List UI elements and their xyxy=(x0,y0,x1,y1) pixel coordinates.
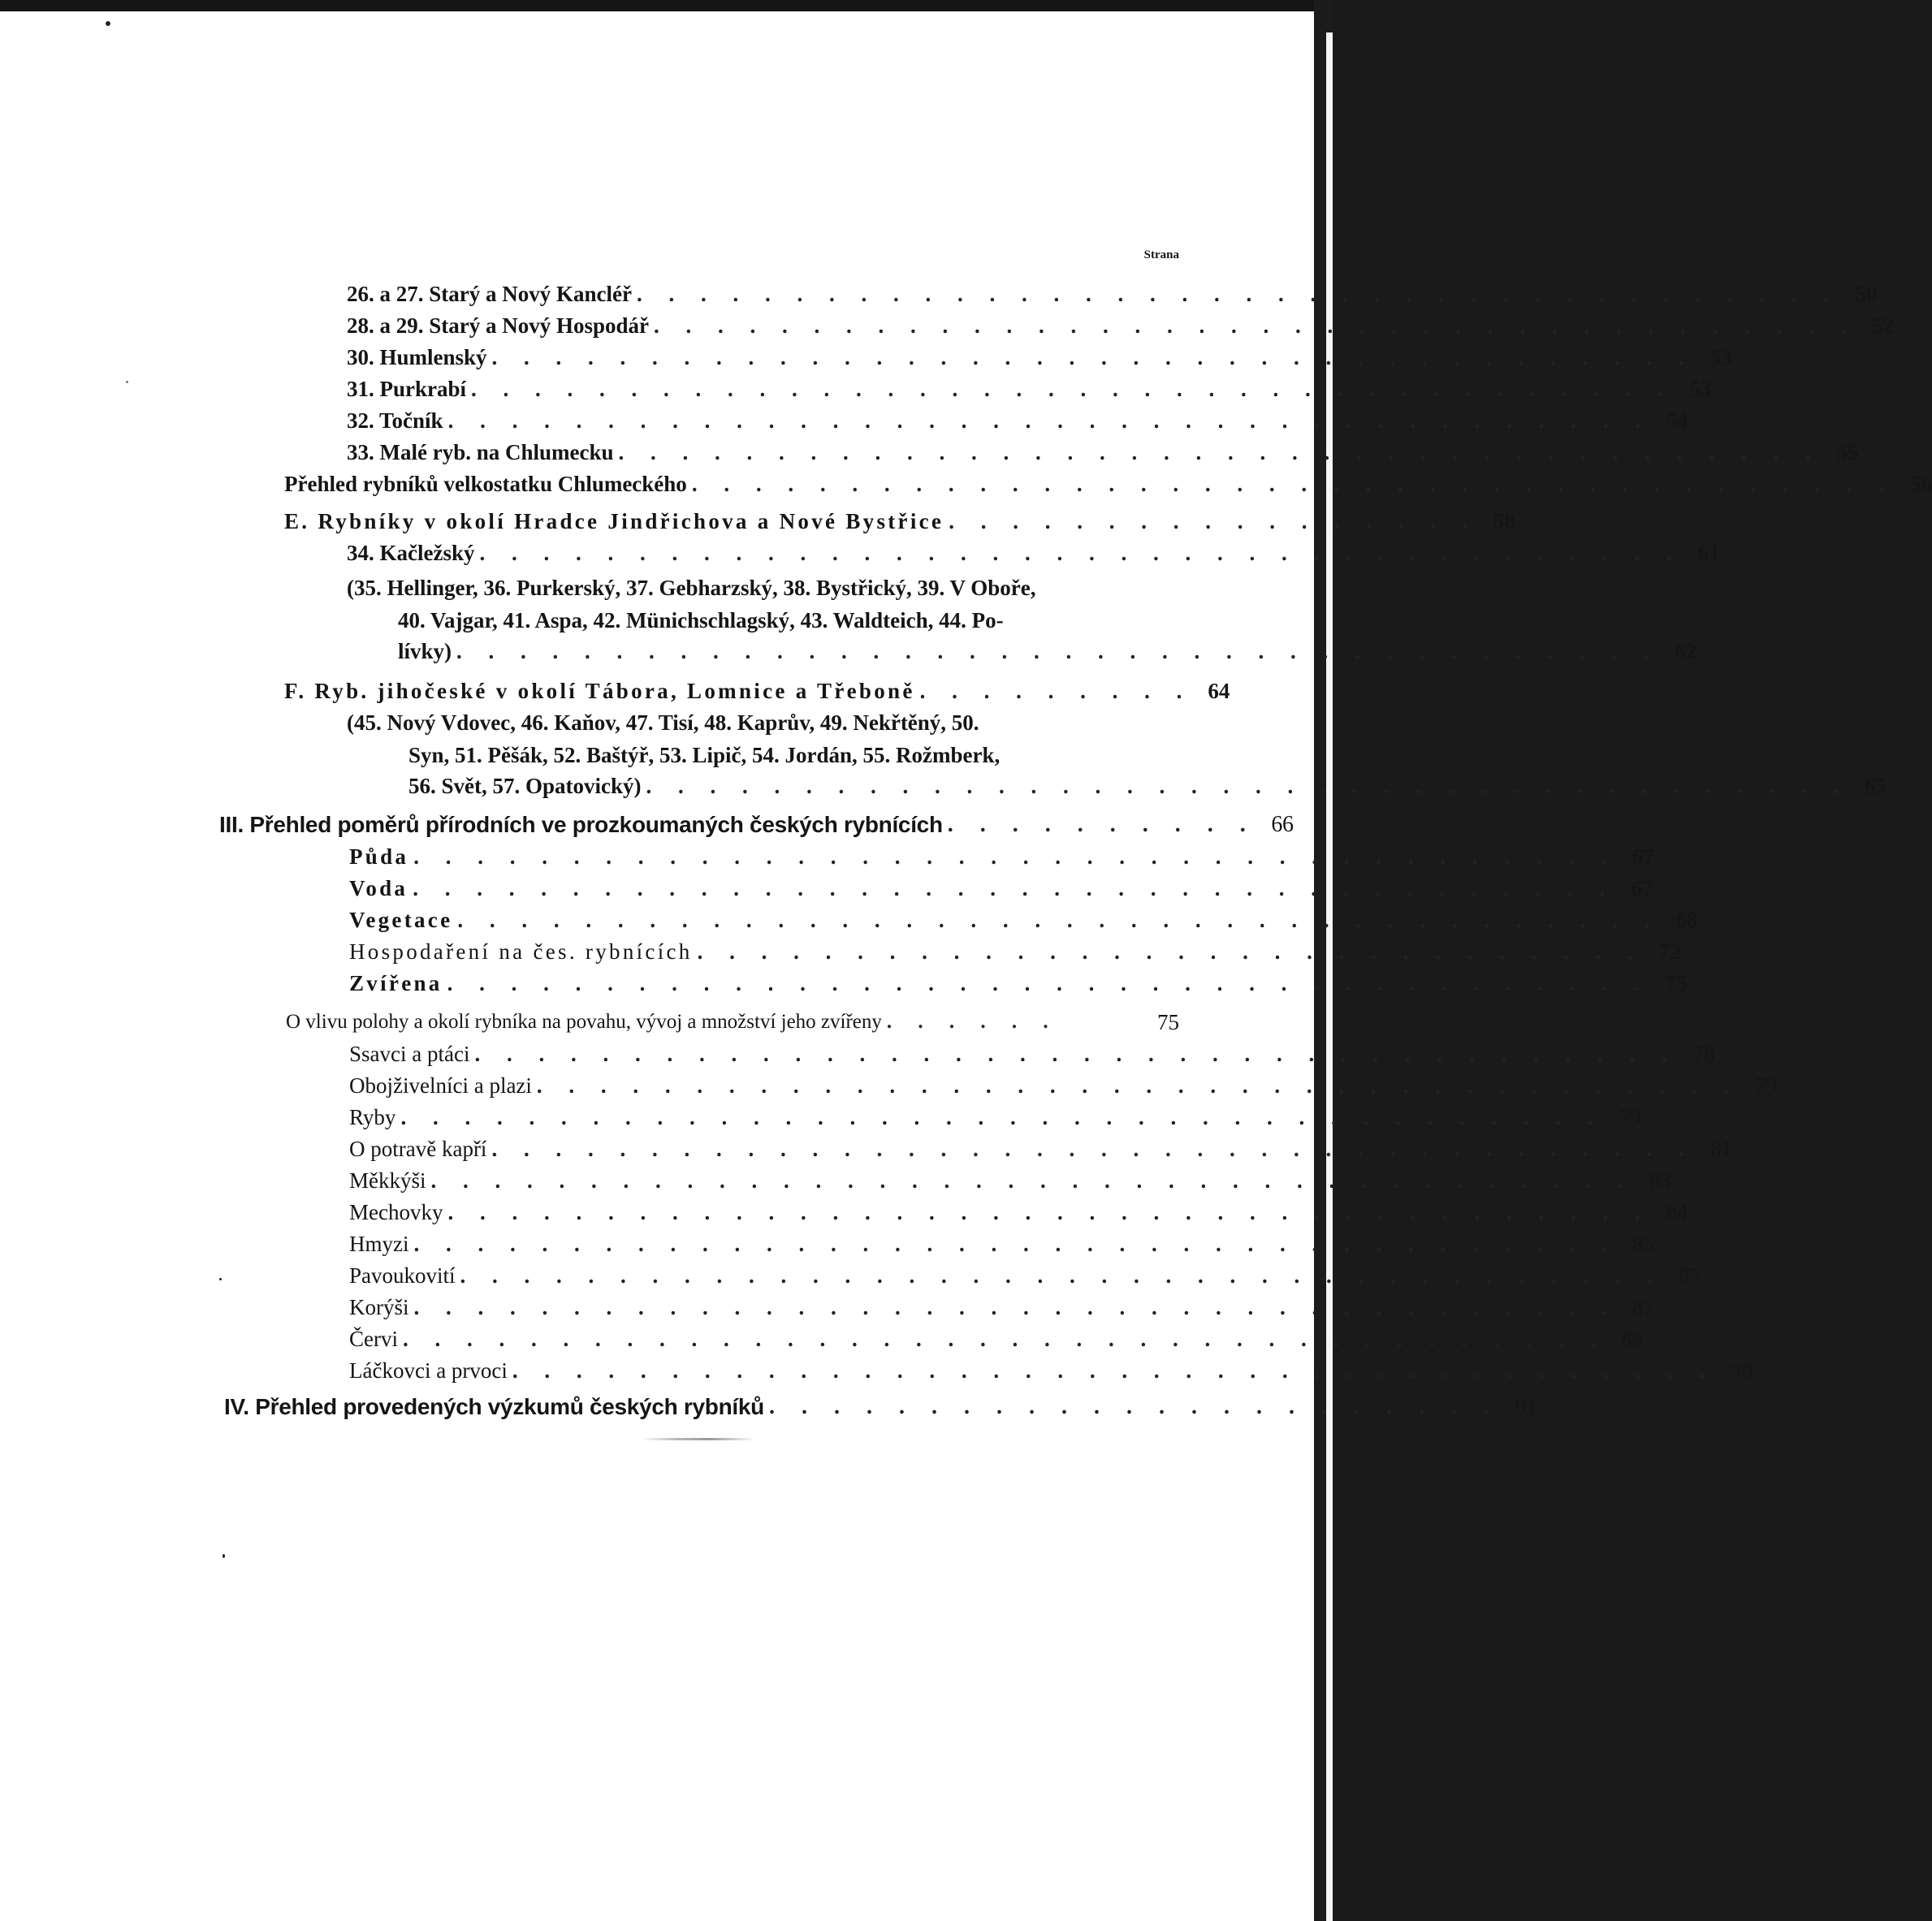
toc-entry-title: Vegetace xyxy=(349,908,453,932)
toc-entry[interactable] xyxy=(349,1258,1701,1289)
toc-entry[interactable] xyxy=(349,934,1681,965)
toc-entry-title: Korýši xyxy=(349,1295,409,1319)
toc-entry-page: 83 xyxy=(1649,1168,1671,1193)
toc-entry-title: Ssavci a ptáci xyxy=(349,1042,470,1066)
dot-leader: . . . . . . . . . . . . . . . . . . . . . . . . . . . . . . . . . . . . . . xyxy=(403,1327,1606,1351)
toc-chapter-heading[interactable] xyxy=(224,1389,1537,1420)
toc-entry-title: O vlivu polohy a okolí rybníka na povahu, vývoj a množství jeho zvířeny xyxy=(286,1011,882,1033)
toc-entry-page: 75 xyxy=(1157,1010,1179,1034)
dot-leader: . . . . . . . . . . . . . . . . . . . . . . . . . . . . . . . . . . . . . . xyxy=(479,541,1683,565)
toc-entry-page: 61 xyxy=(1697,541,1720,565)
toc-entry-page: 90 xyxy=(1731,1358,1753,1383)
dot-leader: . . . . . . . . . . . . . . . . . . . . . . . . . . . . . . . . . . . . . . xyxy=(471,377,1675,401)
toc-entry[interactable] xyxy=(347,403,1688,434)
toc-entry-title: Obojživelníci a plazi xyxy=(349,1073,532,1098)
dot-leader: . . . . . . . . . . . . . . . . . . . . . . . . . . . . . . . . . . . . . . xyxy=(447,408,1651,433)
toc-section-heading[interactable] xyxy=(284,503,1515,534)
toc-entry-title: Přehled rybníků velkostatku Chlumeckého xyxy=(284,472,687,496)
dot-leader: . . . . . . . . . . . . . . . . . . . . . . . . . . . . . . . . . . . . . . xyxy=(691,472,1895,496)
toc-entry[interactable] xyxy=(349,965,1688,996)
dot-leader: . . . . . . . . . . . . . . . . . . . . . . . . . . . . . . . . . . . . . . xyxy=(457,908,1661,932)
toc-entry-title: Půda xyxy=(349,844,409,869)
toc-entry-title: 30. Humlenský xyxy=(347,345,487,369)
toc-entry-page: 56 xyxy=(1910,472,1932,496)
dot-leader: . . . . . . . . . . . . . . . . . xyxy=(949,509,1478,533)
toc-entry[interactable] xyxy=(349,1353,1753,1384)
toc-entry-title: Mechovky xyxy=(349,1200,443,1224)
dot-leader: . . . . . . . . . . . . . . . . . . . . . . . . . . . . . . . . . . . . . . xyxy=(460,1263,1663,1288)
toc-entry[interactable] xyxy=(349,1194,1688,1225)
toc-entry[interactable] xyxy=(347,308,1895,339)
dot-leader: . . . . . . . . . . . . . . . . . . . . . . . . . . . . . . . . . . . . . . xyxy=(413,876,1616,900)
toc-entry-title: IV. Přehled provedených výzkumů českých rybníků xyxy=(224,1394,764,1419)
toc-entry-page: 79 xyxy=(1619,1105,1641,1129)
toc-entry-title: O potravě kapří xyxy=(349,1137,487,1161)
toc-entry[interactable] xyxy=(349,839,1654,870)
toc-entry-title: 34. Kačležský xyxy=(347,541,475,565)
dot-leader: . . . . . . . . . . . . . . . . . . . . . . . . . . . . . . . . . . . . . . xyxy=(536,1073,1740,1098)
toc-entry[interactable] xyxy=(349,1131,1732,1162)
closing-rule xyxy=(642,1438,755,1440)
toc-entry[interactable] xyxy=(349,1226,1654,1257)
toc-entry-title: 31. Purkrabí xyxy=(347,377,467,401)
toc-entry-page: 91 xyxy=(1515,1394,1537,1419)
dot-leader: . . . . . . . . . . . . . . . . . . . . . . . . . . . . . . . . . . . . . . xyxy=(413,1232,1617,1256)
dot-leader: . . . . . . . . . . . . . . . . . . . . . . . . . . . . . . . . . . . . . . xyxy=(447,1200,1651,1224)
toc-entry[interactable] xyxy=(286,1004,1179,1035)
toc-entry-page: 53 xyxy=(1709,345,1732,369)
toc-entry-page: 89 xyxy=(1621,1327,1644,1351)
dot-leader: . . . . . . . . . . . . . . . . . . . . . . . . . . . . . . . . . . . . . . xyxy=(474,1042,1678,1066)
toc-entry-page: 64 xyxy=(1208,679,1230,703)
toc-entry-title: Hospodaření na čes. rybnících xyxy=(349,939,693,964)
toc-entry-page: 53 xyxy=(1689,377,1712,401)
scan-border-top xyxy=(0,0,1333,11)
dot-leader: . . . . . . . . . . . . . . . . . . . . . . . . . . . . . . . . . . . . . . xyxy=(491,1137,1695,1161)
toc-entry-title: 28. a 29. Starý a Nový Hospodář xyxy=(347,313,650,338)
toc-entry[interactable] xyxy=(284,466,1932,497)
dot-leader: . . . . . . . . . . . . . . . . . . . . . . . xyxy=(768,1394,1500,1419)
toc-entry-title: Zvířena xyxy=(349,971,443,995)
dot-leader: . . . . . . . . . . . . . . . . . . . . . . . . . . . . . . . . . . . . . . xyxy=(400,1105,1604,1129)
dot-leader: . . . . . . . . . . . . . . . . . . . . . . . . . . . . . . . . . . . . . . xyxy=(430,1168,1634,1193)
dot-leader: . . . . . . . . . . . . . . . . . . . . . . . . . . . . . . . . . . . . . . xyxy=(654,313,1857,338)
toc-entry[interactable] xyxy=(398,633,1697,664)
toc-entry-sublist-line: 40. Vajgar, 41. Aspa, 42. Münichschlagský, 43. Waldteich, 44. Po- xyxy=(398,608,1004,632)
toc-chapter-heading[interactable] xyxy=(219,807,1294,838)
toc-entry-title: lívky) xyxy=(398,639,452,663)
toc-entry-page: 62 xyxy=(1675,639,1697,663)
toc-entry[interactable] xyxy=(347,535,1720,566)
toc-entry-page: 79 xyxy=(1755,1073,1778,1098)
toc-entry-page: 66 xyxy=(1271,812,1294,837)
dot-leader: . . . . . . . . . . . . . . . . . . . . . . . . . . . . . . . . . . . . . . xyxy=(456,639,1660,663)
toc-entry[interactable] xyxy=(347,339,1732,370)
page-column-header: Strana xyxy=(1143,248,1179,261)
toc-entry-page: 65 xyxy=(1864,774,1887,798)
toc-entry-sublist-line: (45. Nový Vdovec, 46. Kaňov, 47. Tisí, 48. Kaprův, 49. Nekřtěný, 50. xyxy=(347,710,979,735)
toc-entry-sublist-line: Syn, 51. Pěšák, 52. Baštýř, 53. Lipič, 54. Jordán, 55. Rožmberk, xyxy=(408,743,1001,767)
dot-leader: . . . . . . . . . . . . . . . . . . . . . . . . . . . . . . . . . . . . . . xyxy=(491,345,1695,369)
toc-entry-page: 55 xyxy=(1836,440,1859,464)
dot-leader: . . . . . . . . . . . . . . . . . . . . . . . . . . . . . . xyxy=(697,939,1644,964)
toc-entry-title: Láčkovci a prvoci xyxy=(349,1358,508,1383)
toc-entry-title: F. Ryb. jihočeské v okolí Tábora, Lomnice a Třeboně xyxy=(284,679,915,703)
toc-entry[interactable] xyxy=(349,1068,1778,1099)
toc-entry-page: 78 xyxy=(1692,1042,1715,1066)
dot-leader: . . . . . . xyxy=(886,1011,1059,1033)
toc-entry-page: 75 xyxy=(1665,971,1688,995)
toc-entry-page: 87 xyxy=(1632,1295,1654,1319)
toc-entry-page: 85 xyxy=(1678,1263,1701,1288)
dot-leader: . . . . . . . . . . . . . . . . . . . . . . . . . . . . . . . . . . . . . . xyxy=(447,971,1650,995)
toc-entry-title: Ryby xyxy=(349,1105,396,1129)
toc-entry-title: Voda xyxy=(349,876,408,900)
toc-entry[interactable] xyxy=(349,1099,1641,1130)
toc-entry[interactable] xyxy=(347,434,1859,465)
toc-entry-title: Hmyzi xyxy=(349,1232,409,1256)
toc-entry[interactable] xyxy=(349,1289,1654,1320)
toc-entry[interactable] xyxy=(349,902,1698,933)
dot-leader: . . . . . . . . . . . . . . . . . . . . . . . . . . . . . . . . . . . . . . xyxy=(413,844,1617,869)
toc-entry-page: 81 xyxy=(1709,1137,1732,1161)
toc-entry-page: 72 xyxy=(1658,939,1681,964)
toc-section-heading[interactable] xyxy=(284,673,1230,704)
dot-leader: . . . . . . . . . . . . . . . . . . . . . . . . . . . . . . . . . . . . . . xyxy=(646,774,1849,798)
dot-leader: . . . . . . . . . . . . . . . . . . . . . . . . . . . . . . . . . . . . . . xyxy=(636,282,1840,306)
document-page xyxy=(0,11,1932,1921)
toc-entry-title: 32. Točník xyxy=(347,408,443,433)
dot-leader: . . . . . . . . . . . . . . . . . . . . . . . . . . . . . . . . . . . . . . xyxy=(413,1295,1617,1319)
toc-entry-title: E. Rybníky v okolí Hradce Jindřichova a Nové Bystřice xyxy=(284,509,944,533)
toc-entry-page: 68 xyxy=(1675,908,1698,932)
dot-leader: . . . . . . . . . xyxy=(919,679,1193,703)
toc-entry-title: 33. Malé ryb. na Chlumecku xyxy=(347,440,614,464)
table-of-contents xyxy=(0,11,1932,1921)
dot-leader: . . . . . . . . . . . . . . . . . . . . . . . . . . . . . . . . . . . . . . xyxy=(618,440,1822,464)
toc-entry[interactable] xyxy=(349,1163,1671,1194)
toc-entry[interactable] xyxy=(408,768,1887,799)
toc-entry[interactable] xyxy=(349,870,1653,901)
toc-entry-sublist-line: (35. Hellinger, 36. Purkerský, 37. Gebharzský, 38. Bystřický, 39. V Oboře, xyxy=(347,576,1036,600)
toc-entry[interactable] xyxy=(347,276,1878,307)
toc-entry-title: Měkkýši xyxy=(349,1168,426,1193)
toc-entry[interactable] xyxy=(347,371,1712,402)
toc-entry[interactable] xyxy=(349,1036,1715,1067)
toc-entry-page: 50 xyxy=(1855,282,1878,306)
toc-entry-title: Červi xyxy=(349,1327,398,1351)
toc-entry-page: 52 xyxy=(1872,313,1895,338)
toc-entry-page: 84 xyxy=(1666,1200,1688,1224)
dot-leader: . . . . . . . . . . . . . . . . . . . . . . . . . . . . . . . . . . . . . . xyxy=(512,1358,1716,1383)
toc-entry-page: 58 xyxy=(1493,509,1515,533)
toc-entry-title: 26. a 27. Starý a Nový Kancléř xyxy=(347,282,632,306)
toc-entry[interactable] xyxy=(349,1321,1644,1352)
toc-entry-page: 85 xyxy=(1632,1232,1654,1256)
toc-entry-page: 67 xyxy=(1631,876,1653,900)
toc-entry-title: 56. Svět, 57. Opatovický) xyxy=(408,774,642,798)
toc-entry-page: 54 xyxy=(1666,408,1688,433)
toc-entry-title: III. Přehled poměrů přírodních ve prozkoumaných českých rybnících xyxy=(219,812,943,837)
toc-entry-page: 67 xyxy=(1632,844,1654,869)
dot-leader: . . . . . . . . . . xyxy=(947,812,1256,837)
toc-entry-title: Pavoukovití xyxy=(349,1263,456,1288)
